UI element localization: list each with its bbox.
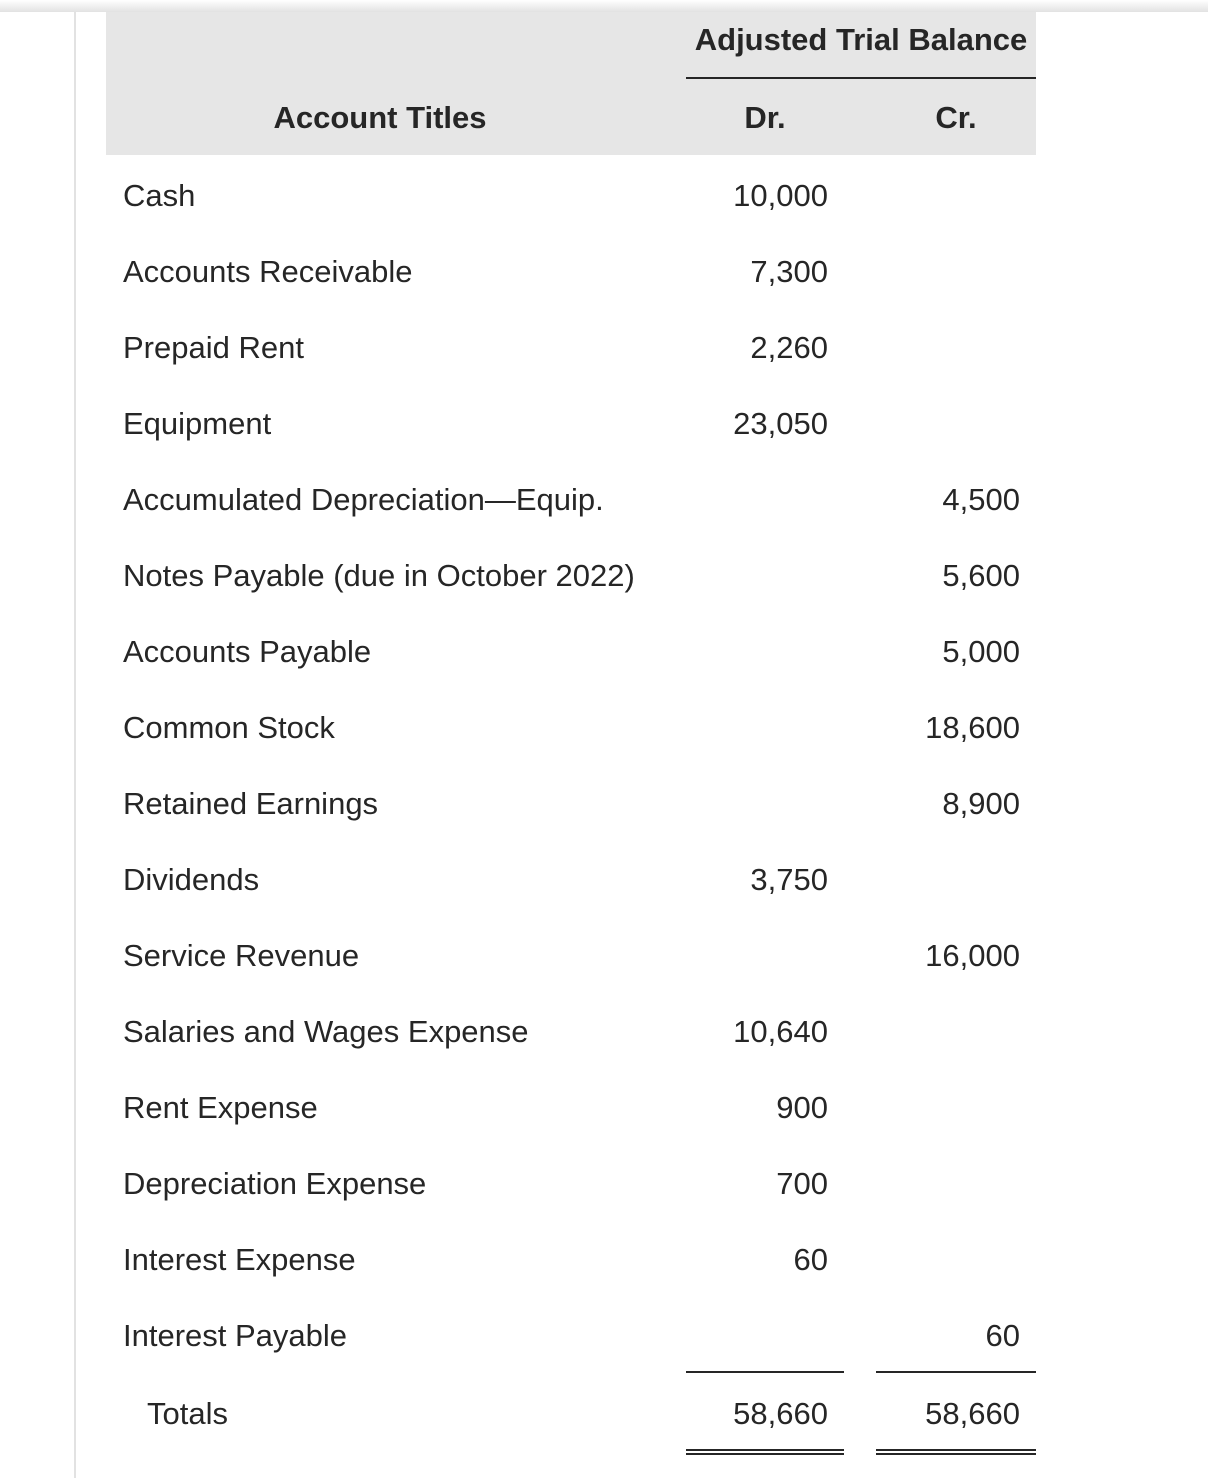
table-row — [0, 252, 1208, 292]
account-title: Cash — [123, 178, 196, 213]
account-title: Accumulated Depreciation—Equip. — [123, 482, 604, 517]
table-row — [0, 328, 1208, 368]
table-row — [0, 480, 1208, 520]
account-title: Depreciation Expense — [123, 1166, 427, 1201]
account-title: Common Stock — [123, 710, 335, 745]
debit-amount: 23,050 — [733, 406, 828, 441]
group-header-underline — [686, 77, 1036, 79]
table-row — [0, 1316, 1208, 1356]
credit-amount: 5,000 — [942, 634, 1020, 669]
group-header-adjusted-trial-balance: Adjusted Trial Balance — [694, 22, 1028, 57]
debit-amount: 60 — [793, 1242, 828, 1277]
table-row — [0, 556, 1208, 596]
credit-amount: 5,600 — [942, 558, 1020, 593]
credit-double-underline — [876, 1449, 1036, 1455]
credit-total: 58,660 — [925, 1396, 1020, 1431]
table-row — [0, 1240, 1208, 1280]
column-header-account-titles: Account Titles — [273, 100, 487, 135]
debit-amount: 2,260 — [750, 330, 828, 365]
account-title: Interest Expense — [123, 1242, 356, 1277]
table-row — [0, 1012, 1208, 1052]
account-title: Accounts Payable — [123, 634, 372, 669]
table-row — [0, 176, 1208, 216]
debit-amount: 700 — [776, 1166, 828, 1201]
column-header-credit: Cr. — [935, 100, 977, 135]
account-title: Retained Earnings — [123, 786, 379, 821]
debit-amount: 10,000 — [733, 178, 828, 213]
account-title: Equipment — [123, 406, 272, 441]
table-row — [0, 784, 1208, 824]
account-title: Accounts Receivable — [123, 254, 413, 289]
credit-amount: 18,600 — [925, 710, 1020, 745]
table-row — [0, 404, 1208, 444]
credit-amount: 4,500 — [942, 482, 1020, 517]
table-row — [0, 860, 1208, 900]
totals-label: Totals — [147, 1396, 228, 1431]
table-row — [0, 708, 1208, 748]
debit-amount: 7,300 — [750, 254, 828, 289]
debit-total: 58,660 — [733, 1396, 828, 1431]
debit-amount: 3,750 — [750, 862, 828, 897]
table-row — [0, 1164, 1208, 1204]
account-title: Salaries and Wages Expense — [123, 1014, 529, 1049]
account-title: Dividends — [123, 862, 260, 897]
debit-amount: 10,640 — [733, 1014, 828, 1049]
account-title: Rent Expense — [123, 1090, 318, 1125]
account-title: Prepaid Rent — [123, 330, 304, 365]
debit-amount: 900 — [776, 1090, 828, 1125]
credit-amount: 16,000 — [925, 938, 1020, 973]
debit-sum-rule — [686, 1371, 844, 1373]
column-header-debit: Dr. — [744, 100, 786, 135]
credit-amount: 60 — [985, 1318, 1020, 1353]
table-row — [0, 936, 1208, 976]
top-shadow — [0, 0, 1208, 12]
table-row — [0, 632, 1208, 672]
account-title: Interest Payable — [123, 1318, 348, 1353]
credit-sum-rule — [876, 1371, 1036, 1373]
debit-double-underline — [686, 1449, 844, 1455]
credit-amount: 8,900 — [942, 786, 1020, 821]
account-title: Notes Payable (due in October 2022) — [123, 558, 635, 593]
table-row — [0, 1088, 1208, 1128]
account-title: Service Revenue — [123, 938, 360, 973]
